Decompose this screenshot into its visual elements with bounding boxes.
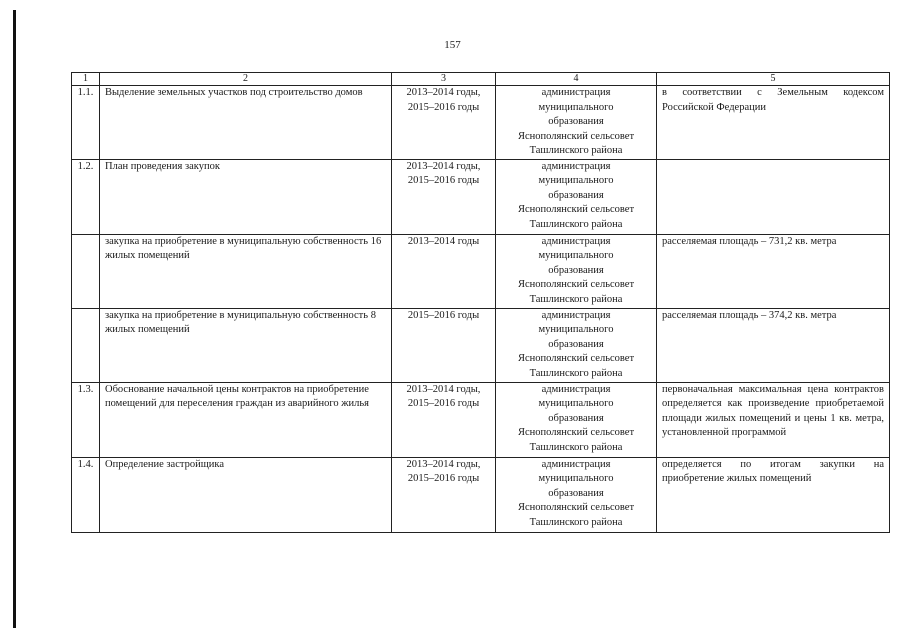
page-number: 157 — [444, 39, 461, 51]
activity-name: Выделение земельных участков под строительство домов — [100, 86, 392, 160]
table-row — [72, 86, 890, 160]
row-number — [72, 234, 100, 308]
row-number: 1.1. — [72, 86, 100, 160]
activity-basis: первоначальная максимальная цена контрактов определяется как произведение приобретаемой площади жилых помещений и цены 1 кв. метра, установленной программой — [657, 382, 890, 457]
table-header-row — [72, 73, 890, 86]
table-row — [72, 234, 890, 308]
activity-basis: определяется по итогам закупки на приобретение жилых помещений — [657, 457, 890, 532]
activity-basis — [657, 159, 890, 234]
activity-period: 2013–2014 годы, 2015–2016 годы — [392, 457, 496, 532]
table-row — [72, 308, 890, 382]
header-col-5: 5 — [657, 73, 890, 86]
row-number: 1.2. — [72, 159, 100, 234]
activity-period: 2013–2014 годы, 2015–2016 годы — [392, 86, 496, 160]
row-number — [72, 308, 100, 382]
activity-name: закупка на приобретение в муниципальную собственность 8 жилых помещений — [100, 308, 392, 382]
row-number: 1.4. — [72, 457, 100, 532]
left-margin-bar — [13, 10, 16, 628]
row-number: 1.3. — [72, 382, 100, 457]
activity-period: 2013–2014 годы, 2015–2016 годы — [392, 159, 496, 234]
header-col-2: 2 — [100, 73, 392, 86]
activity-period: 2013–2014 годы, 2015–2016 годы — [392, 382, 496, 457]
activity-executor: администрация муниципального образования Яснополянский сельсовет Ташлинского района — [496, 86, 657, 160]
activity-period: 2015–2016 годы — [392, 308, 496, 382]
activity-period: 2013–2014 годы — [392, 234, 496, 308]
header-col-4: 4 — [496, 73, 657, 86]
activity-name: План проведения закупок — [100, 159, 392, 234]
activity-executor: администрация муниципального образования Яснополянский сельсовет Ташлинского района — [496, 159, 657, 234]
table-row — [72, 457, 890, 532]
table-row — [72, 382, 890, 457]
activities-table — [71, 72, 890, 533]
activity-name: закупка на приобретение в муниципальную собственность 16 жилых помещений — [100, 234, 392, 308]
activity-executor: администрация муниципального образования Яснополянский сельсовет Ташлинского района — [496, 308, 657, 382]
activity-executor: администрация муниципального образования Яснополянский сельсовет Ташлинского района — [496, 382, 657, 457]
header-col-3: 3 — [392, 73, 496, 86]
table-row — [72, 159, 890, 234]
activity-name: Обоснование начальной цены контрактов на приобретение помещений для переселения граждан из аварийного жилья — [100, 382, 392, 457]
activity-basis: расселяемая площадь – 374,2 кв. метра — [657, 308, 890, 382]
header-col-1: 1 — [72, 73, 100, 86]
activity-executor: администрация муниципального образования Яснополянский сельсовет Ташлинского района — [496, 457, 657, 532]
activity-name: Определение застройщика — [100, 457, 392, 532]
activity-executor: администрация муниципального образования Яснополянский сельсовет Ташлинского района — [496, 234, 657, 308]
activity-basis: в соответствии с Земельным кодексом Российской Федерации — [657, 86, 890, 160]
activity-basis: расселяемая площадь – 731,2 кв. метра — [657, 234, 890, 308]
